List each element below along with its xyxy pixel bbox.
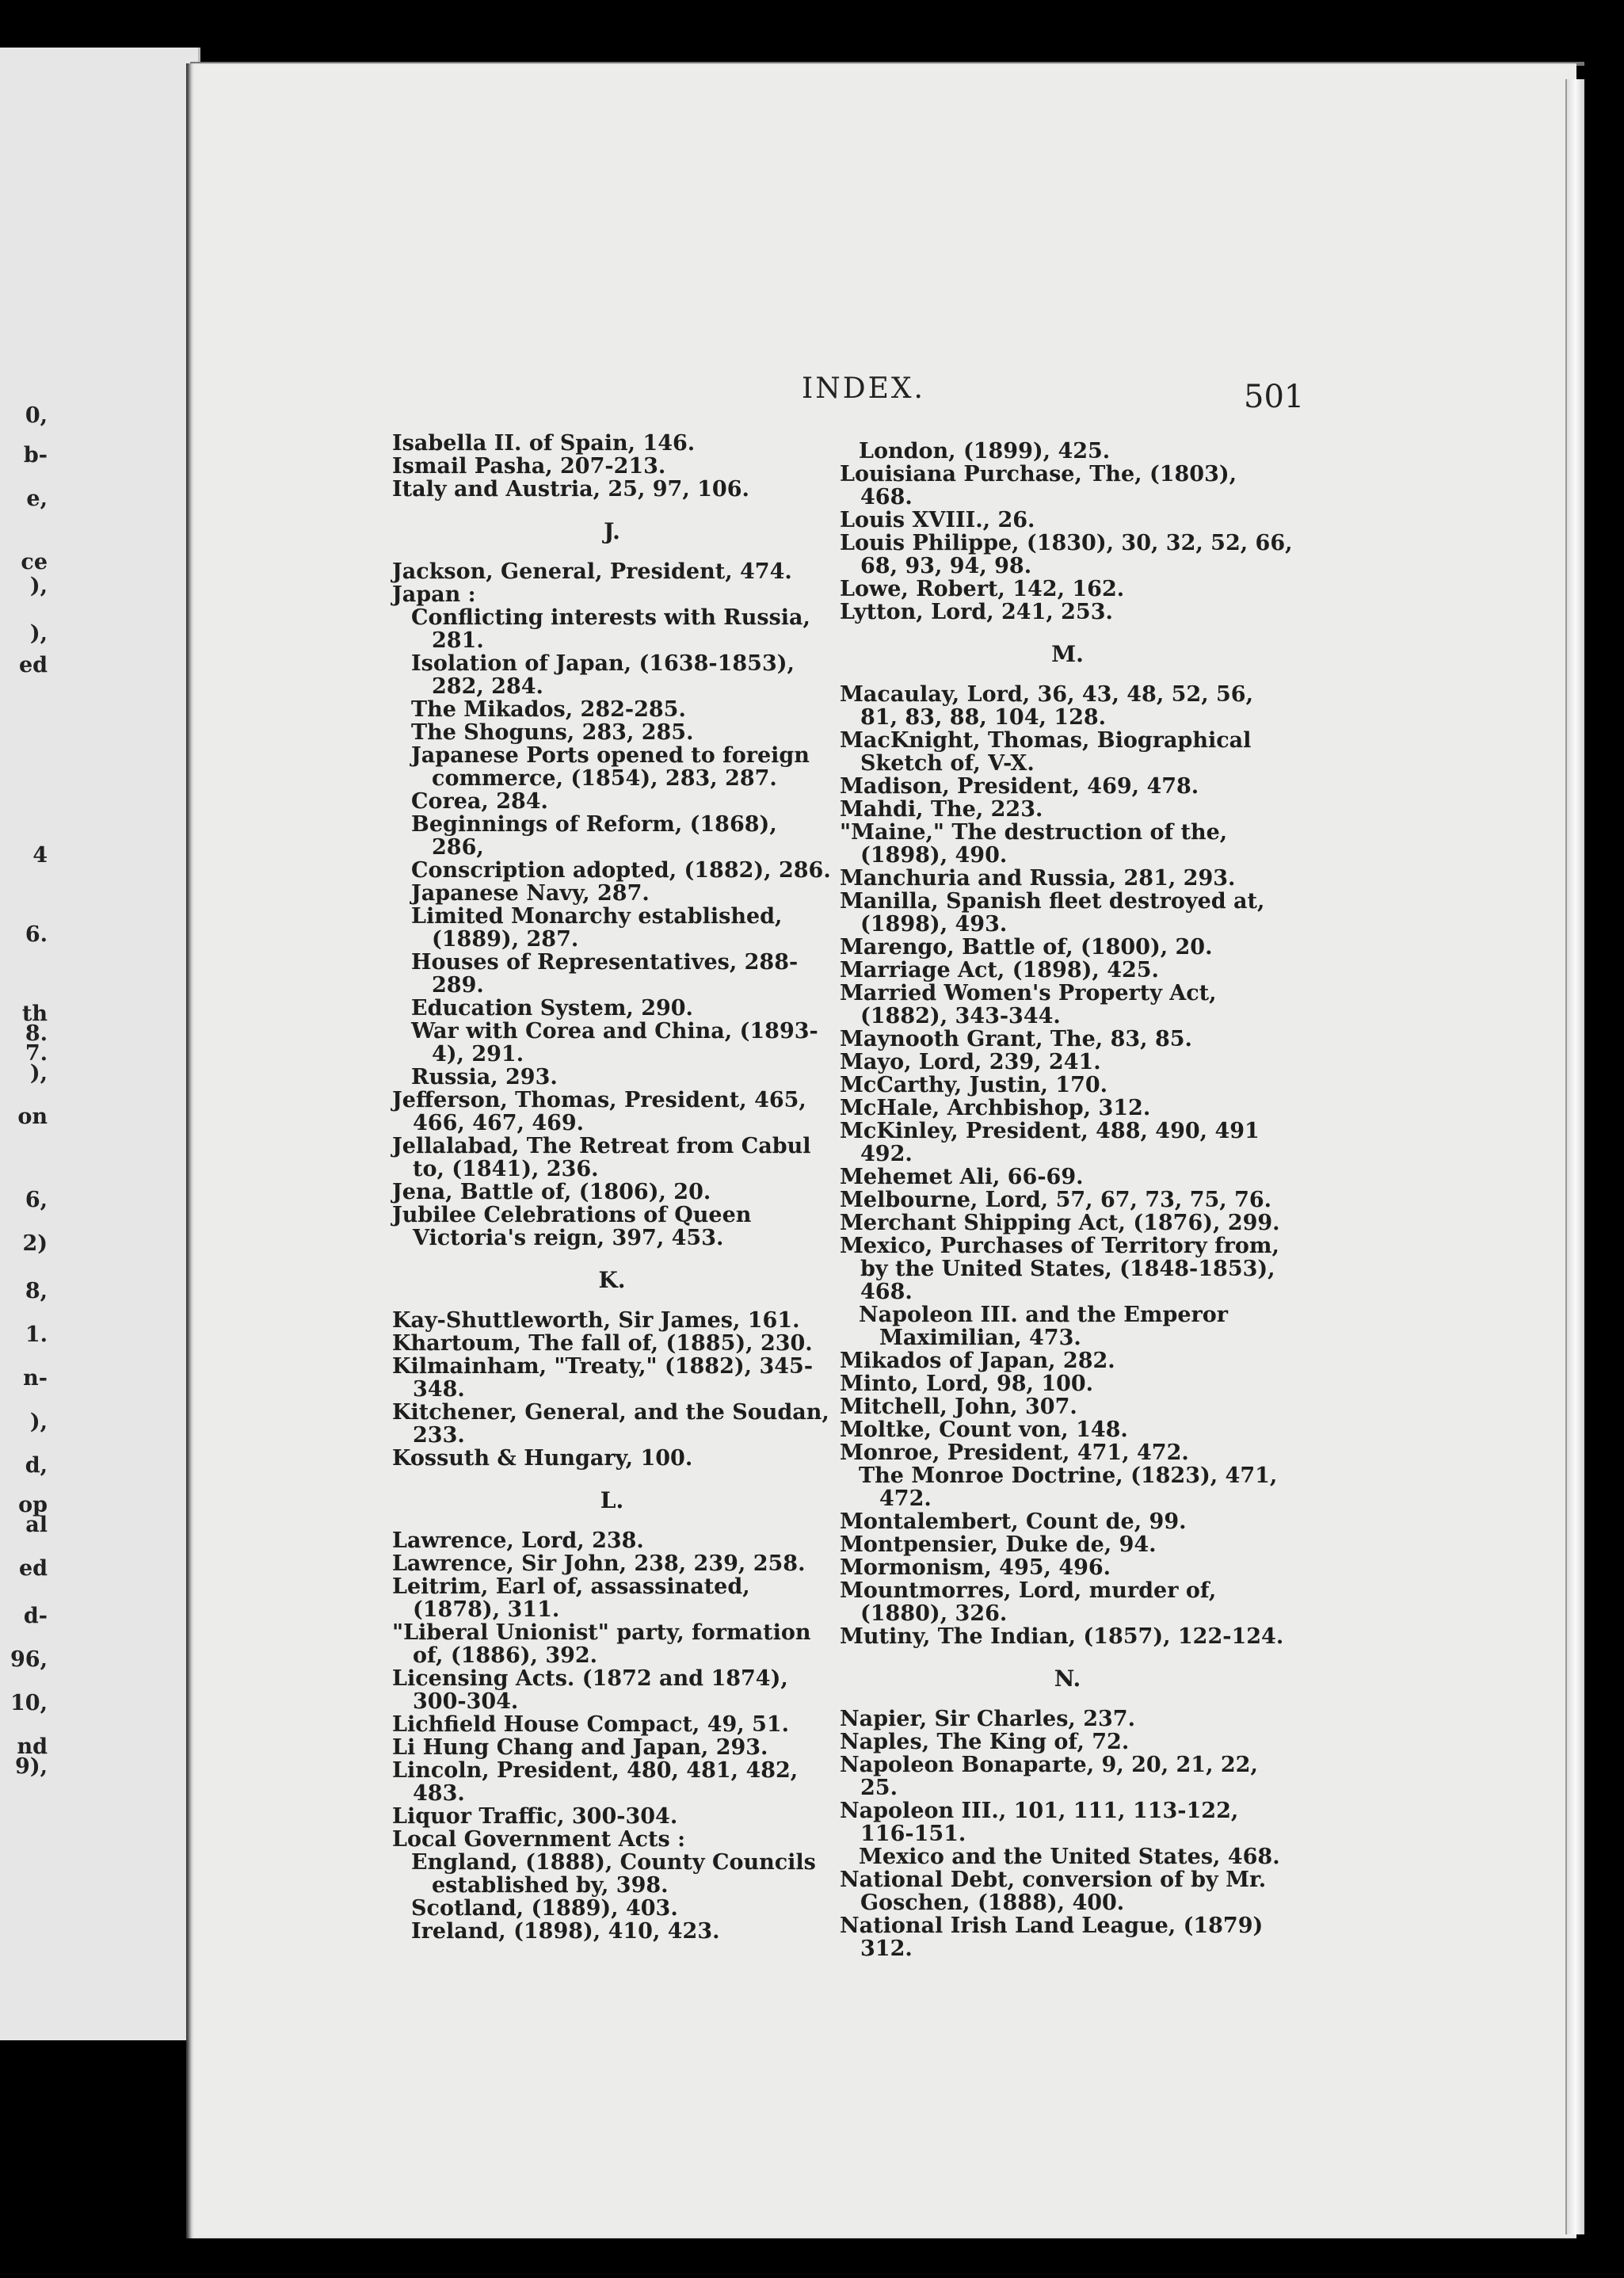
section-letter: K. <box>598 1267 626 1293</box>
index-entry: Mayo, Lord, 239, 241. <box>840 1050 1101 1074</box>
facing-page-text-fragment: n- <box>23 1366 48 1391</box>
section-letter: J. <box>604 518 620 544</box>
index-subentry: Corea, 284. <box>411 789 548 814</box>
facing-page-text-fragment: 2) <box>22 1231 48 1256</box>
page-title: INDEX. <box>802 372 925 405</box>
index-entry: Italy and Austria, 25, 97, 106. <box>392 477 749 502</box>
index-entry: Kay-Shuttleworth, Sir James, 161. <box>392 1308 800 1333</box>
index-subentry: Mexico and the United States, 468. <box>859 1845 1280 1869</box>
index-entry: Ismail Pasha, 207-213. <box>392 454 666 479</box>
index-entry: Mexico, Purchases of Territory from, by the United States, (1848-1853), 468. <box>840 1234 1279 1304</box>
index-subentry: Conflicting interests with Russia, 281. <box>411 605 810 653</box>
facing-page-text-fragment: 9), <box>15 1754 48 1779</box>
index-entry: Kitchener, General, and the Soudan, 233. <box>392 1400 829 1448</box>
index-subentry: The Mikados, 282-285. <box>411 697 686 722</box>
facing-page-text-fragment: 10, <box>10 1691 48 1715</box>
facing-page-text-fragment: ), <box>29 1410 48 1434</box>
index-entry: Lawrence, Sir John, 238, 239, 258. <box>392 1551 806 1576</box>
index-entry: Mitchell, John, 307. <box>840 1395 1077 1419</box>
index-entry: Marengo, Battle of, (1800), 20. <box>840 935 1213 960</box>
index-entry: Maynooth Grant, The, 83, 85. <box>840 1027 1192 1051</box>
index-entry: Kilmainham, "Treaty," (1882), 345-348. <box>392 1354 814 1402</box>
index-entry: Lowe, Robert, 142, 162. <box>840 577 1125 601</box>
index-subentry: London, (1899), 425. <box>859 439 1111 464</box>
facing-page-text-fragment: ), <box>29 621 48 646</box>
page-number: 501 <box>1244 379 1305 415</box>
index-subentry: Scotland, (1889), 403. <box>411 1896 678 1921</box>
index-entry: "Liberal Unionist" party, formation of, (1886), 392. <box>392 1620 811 1668</box>
facing-page-text-fragment: 1. <box>25 1322 48 1347</box>
index-entry: National Debt, conversion of by Mr. Goschen, (1888), 400. <box>840 1868 1267 1915</box>
section-letter: N. <box>1054 1666 1081 1692</box>
index-column-right <box>840 440 1295 1960</box>
index-entry: Mikados of Japan, 282. <box>840 1349 1115 1373</box>
index-entry: McKinley, President, 488, 490, 491 492. <box>840 1119 1260 1166</box>
index-subentry: Conscription adopted, (1882), 286. <box>411 858 831 883</box>
index-entry: Napoleon III., 101, 111, 113-122, 116-151. <box>840 1799 1239 1846</box>
index-subentry: Education System, 290. <box>411 996 693 1021</box>
index-entry: Jena, Battle of, (1806), 20. <box>392 1180 711 1204</box>
index-entry: Mutiny, The Indian, (1857), 122-124. <box>840 1624 1284 1649</box>
index-entry: Manilla, Spanish fleet destroyed at, (1898), 493. <box>840 889 1265 937</box>
facing-page-text-fragment: e, <box>26 487 48 511</box>
facing-page-text-fragment: ), <box>29 574 48 598</box>
facing-page-text-fragment: d- <box>23 1604 48 1628</box>
index-entry: Jellalabad, The Retreat from Cabul to, (1841), 236. <box>392 1134 811 1181</box>
index-entry: Manchuria and Russia, 281, 293. <box>840 866 1236 891</box>
index-entry: Napier, Sir Charles, 237. <box>840 1707 1135 1731</box>
facing-page-text-fragment: 6, <box>25 1188 48 1212</box>
index-entry: Mountmorres, Lord, murder of, (1880), 326. <box>840 1578 1217 1626</box>
index-entry: Lincoln, President, 480, 481, 482, 483. <box>392 1758 799 1806</box>
index-subentry: Ireland, (1898), 410, 423. <box>411 1919 720 1944</box>
index-subentry: Napoleon III. and the Emperor Maximilian, 473. <box>859 1303 1228 1350</box>
index-entry: Minto, Lord, 98, 100. <box>840 1372 1094 1396</box>
section-letter: L. <box>600 1487 624 1513</box>
index-subentry: The Shoguns, 283, 285. <box>411 720 694 745</box>
index-entry: Macaulay, Lord, 36, 43, 48, 52, 56, 81, 83, 88, 104, 128. <box>840 682 1253 730</box>
index-entry: Jubilee Celebrations of Queen Victoria's reign, 397, 453. <box>392 1203 752 1250</box>
index-entry: MacKnight, Thomas, Biographical Sketch of, V-X. <box>840 728 1252 776</box>
index-subentry: Isolation of Japan, (1638-1853), 282, 284. <box>411 651 795 699</box>
facing-page-text-fragment: 4 <box>32 843 48 868</box>
index-subentry: Limited Monarchy established, (1889), 287. <box>411 904 783 952</box>
index-entry: Khartoum, The fall of, (1885), 230. <box>392 1331 813 1356</box>
index-entry: Montalembert, Count de, 99. <box>840 1509 1187 1534</box>
index-entry: Naples, The King of, 72. <box>840 1730 1130 1754</box>
index-subentry: England, (1888), County Councils established by, 398. <box>411 1850 816 1898</box>
section-letter: M. <box>1051 641 1084 667</box>
index-entry: Melbourne, Lord, 57, 67, 73, 75, 76. <box>840 1188 1272 1212</box>
facing-page-text-fragment: ed <box>18 1556 48 1581</box>
index-entry: Louis XVIII., 26. <box>840 508 1035 532</box>
facing-page-text-fragment: 96, <box>10 1647 48 1672</box>
index-entry: Lawrence, Lord, 238. <box>392 1528 644 1553</box>
index-entry: Merchant Shipping Act, (1876), 299. <box>840 1211 1280 1235</box>
index-entry: Japan : <box>392 582 476 607</box>
facing-page-text-fragment: ed <box>18 653 48 677</box>
facing-page-text-fragment: 6. <box>25 922 48 947</box>
index-entry: Mehemet Ali, 66-69. <box>840 1165 1084 1189</box>
index-entry: Louisiana Purchase, The, (1803), 468. <box>840 462 1237 509</box>
index-subentry: The Monroe Doctrine, (1823), 471, 472. <box>859 1463 1278 1511</box>
facing-page-text-fragment: d, <box>25 1453 48 1478</box>
index-entry: Li Hung Chang and Japan, 293. <box>392 1735 768 1760</box>
index-entry: Isabella II. of Spain, 146. <box>392 431 696 456</box>
index-entry: Lichfield House Compact, 49, 51. <box>392 1712 790 1737</box>
index-entry: Kossuth & Hungary, 100. <box>392 1446 693 1471</box>
index-entry: Local Government Acts : <box>392 1827 686 1852</box>
facing-page-text-fragment: 8, <box>25 1279 48 1303</box>
facing-page-text-fragment: 0, <box>25 403 48 428</box>
index-entry: National Irish Land League, (1879) 312. <box>840 1914 1264 1961</box>
page-edge <box>1565 79 1584 2234</box>
index-subentry: Japanese Ports opened to foreign commerce, (1854), 283, 287. <box>411 743 810 791</box>
facing-page-text-fragment: b- <box>23 443 48 467</box>
facing-page <box>0 48 200 2040</box>
index-entry: Liquor Traffic, 300-304. <box>392 1804 678 1829</box>
facing-page-text-fragment: th <box>21 1002 48 1026</box>
index-column-left <box>392 432 832 1943</box>
index-entry: Montpensier, Duke de, 94. <box>840 1532 1157 1557</box>
index-entry: Louis Philippe, (1830), 30, 32, 52, 66, 68, 93, 94, 98. <box>840 531 1293 578</box>
index-entry: Married Women's Property Act, (1882), 343-344. <box>840 981 1217 1028</box>
index-entry: Mormonism, 495, 496. <box>840 1555 1111 1580</box>
index-entry: Jefferson, Thomas, President, 465, 466, 467, 469. <box>392 1088 806 1135</box>
index-entry: "Maine," The destruction of the, (1898), 490. <box>840 820 1228 868</box>
index-subentry: Beginnings of Reform, (1868), 286, <box>411 812 777 860</box>
index-entry: Monroe, President, 471, 472. <box>840 1440 1189 1465</box>
index-subentry: Houses of Representatives, 288-289. <box>411 950 799 998</box>
index-entry: Madison, President, 469, 478. <box>840 774 1199 799</box>
facing-page-text-fragment: ce <box>21 550 48 574</box>
facing-page-text-fragment: al <box>25 1513 48 1537</box>
index-subentry: Japanese Navy, 287. <box>411 881 650 906</box>
facing-page-text-fragment: 8. <box>25 1021 48 1046</box>
facing-page-text-fragment: 7. <box>25 1041 48 1066</box>
index-entry: Licensing Acts. (1872 and 1874), 300-304. <box>392 1666 788 1714</box>
facing-page-text-fragment: op <box>18 1493 48 1517</box>
index-entry: Marriage Act, (1898), 425. <box>840 958 1159 983</box>
index-entry: Leitrim, Earl of, assassinated, (1878), 311. <box>392 1574 750 1622</box>
index-subentry: Russia, 293. <box>411 1065 558 1089</box>
facing-page-text-fragment: nd <box>17 1734 48 1759</box>
facing-page-text-fragment: ), <box>29 1061 48 1086</box>
index-subentry: War with Corea and China, (1893-4), 291. <box>411 1019 818 1067</box>
index-entry: Jackson, General, President, 474. <box>392 559 792 584</box>
index-entry: McHale, Archbishop, 312. <box>840 1096 1151 1120</box>
facing-page-text-fragment: on <box>17 1105 48 1129</box>
index-entry: Moltke, Count von, 148. <box>840 1418 1128 1442</box>
index-entry: McCarthy, Justin, 170. <box>840 1073 1108 1097</box>
index-entry: Napoleon Bonaparte, 9, 20, 21, 22, 25. <box>840 1753 1258 1800</box>
index-entry: Mahdi, The, 223. <box>840 797 1043 822</box>
index-entry: Lytton, Lord, 241, 253. <box>840 600 1113 624</box>
